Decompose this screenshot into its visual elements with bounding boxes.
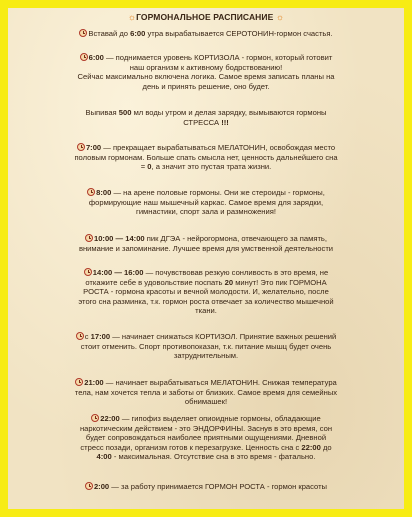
schedule-item-0200: 2:00 — за работу принимается ГОРМОН РОСТА - гормон красоты: [14, 482, 398, 492]
alarm-clock-icon: [79, 29, 87, 37]
alarm-clock-icon: [84, 268, 92, 276]
schedule-item-0700: 7:00 — прекращает вырабатываться МЕЛАТОНИН, освобождая место половым гормонам. Больше спать смысла нет, ценность дальнейшего сна = 0, а значит это пустая трата жизни.: [74, 143, 338, 172]
alarm-clock-icon: [80, 53, 88, 61]
schedule-card: [8, 8, 404, 509]
schedule-item-1000-1400: 10:00 — 14:00 пик ДГЭА - нейрогормона, отвечающего за память, внимание и запоминание. Лучшее время для умственной деятельности: [78, 234, 334, 253]
alarm-clock-icon: [76, 332, 84, 340]
schedule-item-2100: 21:00 — начинает вырабатываться МЕЛАТОНИН. Снижая температура тела, нам хочется тепла и заботы от близких. Самое время для семейных обнимашек!: [74, 378, 338, 407]
page-title: [8, 12, 404, 22]
water-tip: Выпивая 500 мл воды утром и делая зарядку, вымываются гормоны СТРЕССА !!!: [85, 108, 327, 127]
alarm-clock-icon: [91, 414, 99, 422]
sun-icon: ☼: [275, 12, 285, 22]
schedule-item-1400-1600: 14:00 — 16:00 — почувствовав резкую сонливость в это время, не откажите себе в удовольствие поспать 20 минут! Это пик ГОРМОНА РОСТА - гормона красоты и вечной молодости. И, желательно, после этого сна разминка, т.к. гормон роста отвечает за количество мышечной ткани.: [78, 268, 334, 316]
alarm-clock-icon: [77, 143, 85, 151]
alarm-clock-icon: [87, 188, 95, 196]
title-text: ГОРМОНАЛЬНОЕ РАСПИСАНИЕ: [136, 12, 274, 22]
alarm-clock-icon: [75, 378, 83, 386]
schedule-item-1700: с 17:00 — начинает снижаться КОРТИЗОЛ. Принятие важных решений стоит отменить. Спорт противопоказан, т.к. питание мышц будет очень затруднительным.: [14, 332, 398, 361]
schedule-item-0800: 8:00 — на арене половые гормоны. Они же стероиды - гормоны, формирующие наш мышечный каркас. Самое время для зарядки, гимнастики, спорт зала и размножения!: [88, 188, 325, 217]
alarm-clock-icon: [85, 482, 93, 490]
schedule-item-0600-serotonin: Вставай до 6:00 утра вырабатывается СЕРОТОНИН-гормон счастья.: [14, 29, 398, 39]
sun-icon: ☼: [127, 12, 137, 22]
schedule-item-0600-cortisol: 6:00 — поднимается уровень КОРТИЗОЛА - гормон, который готовит наш организм к активному бодрствованию! Сейчас максимально включена логика. Самое время записать планы на день и принять решение, оно будет.: [77, 53, 335, 91]
alarm-clock-icon: [85, 234, 93, 242]
schedule-item-2200: 22:00 — гипофиз выделяет опиоидные гормоны, обладающие наркотическим действием - это ЭНДОРФИНЫ. Заснув в это время, сон будет сопровождаться наиболее приятными ощущениями. Дневной стресс позади, организм готов к перезагрузке. Ценность сна с 22:00 до 4:00 - максимальная. Отсутствие сна в это время - фатально.: [79, 414, 333, 462]
